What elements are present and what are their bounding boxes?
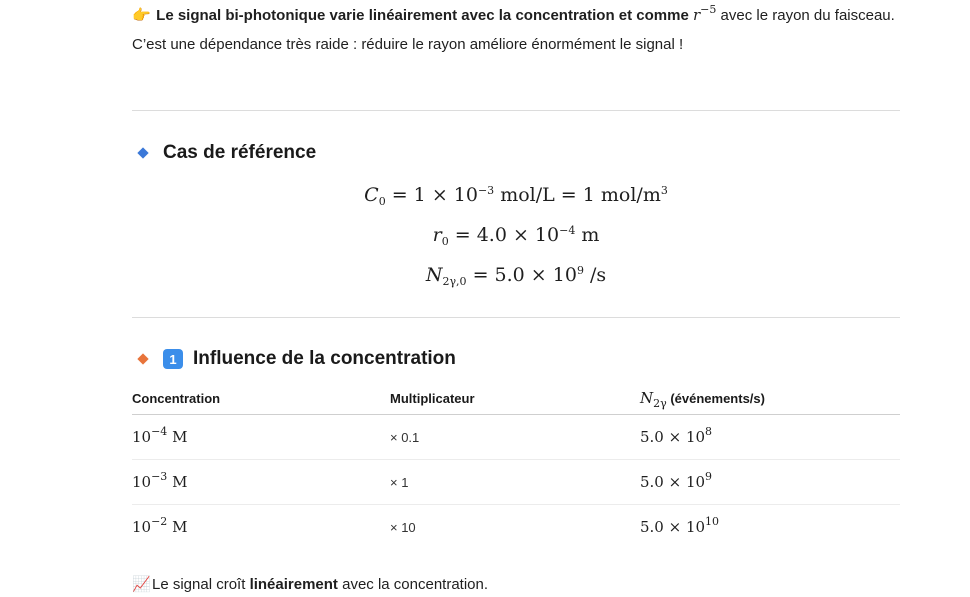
influence-title: Influence de la concentration: [193, 348, 456, 369]
footer-bold: linéairement: [249, 576, 338, 593]
conc-base: 10: [132, 428, 152, 446]
table-row: [132, 415, 900, 460]
cell-multiplier: × 0.1: [390, 415, 640, 460]
signal-exp: 8: [705, 425, 713, 438]
footer-note: [132, 575, 488, 593]
eq3-mid: = 5.0 × 10: [466, 264, 577, 286]
cell-concentration: [132, 415, 390, 460]
signal-exp: 10: [705, 515, 720, 528]
signal-mantissa: 5.0 × 10: [640, 518, 706, 536]
eq3-unit: /s: [583, 264, 607, 286]
header-n-symbol: [640, 389, 667, 410]
header-multiplier: Multiplicateur: [390, 382, 640, 415]
intro-paragraph: [132, 1, 900, 59]
cell-concentration: [132, 505, 390, 550]
signal-mantissa: 5.0 × 10: [640, 428, 706, 446]
table-row: [132, 505, 900, 550]
keycap-one-icon: 1: [163, 349, 183, 369]
conc-unit: M: [167, 428, 188, 446]
equation-radius: [132, 215, 900, 255]
power-base: r: [692, 6, 701, 24]
cell-signal: [640, 460, 900, 505]
divider: [132, 317, 900, 318]
cell-signal: [640, 415, 900, 460]
eq3-exp: 9: [576, 264, 584, 277]
cell-multiplier: × 10: [390, 519, 416, 535]
conc-base: 10: [132, 473, 152, 491]
eq1-lhs: C: [364, 184, 379, 206]
reference-heading: [139, 142, 316, 164]
n-sub: 2γ: [653, 397, 667, 410]
pointing-hand-icon: 👉: [132, 7, 151, 24]
equation-concentration: [132, 175, 900, 215]
eq2-exp: −4: [559, 224, 576, 237]
influence-heading: [139, 348, 456, 370]
table-row: [132, 460, 900, 505]
eq1-unit-exp: 3: [660, 184, 668, 197]
cell-signal: [640, 505, 900, 550]
conc-exp: −4: [151, 425, 168, 438]
concentration-table: [132, 382, 900, 549]
chart-increasing-icon: 📈: [132, 576, 151, 593]
reference-equations: [132, 175, 900, 295]
r-power-formula: [692, 3, 717, 24]
conc-unit: M: [167, 473, 188, 491]
eq3-lhs: N: [425, 264, 443, 286]
eq1-mid: = 1 × 10: [385, 184, 478, 206]
conc-base: 10: [132, 518, 152, 536]
power-exponent: −5: [700, 3, 717, 16]
eq2-unit: m: [575, 224, 600, 246]
footer-post: avec la concentration.: [337, 576, 489, 593]
conc-exp: −2: [151, 515, 168, 528]
intro-bold-text: Le signal bi-photonique varie linéairement avec la concentration et comme: [156, 7, 689, 24]
intro-line-2: C’est une dépendance très raide : réduire le rayon améliore énormément le signal !: [132, 36, 684, 53]
eq3-sub: 2γ,0: [442, 275, 467, 288]
conc-unit: M: [167, 518, 188, 536]
cell-concentration: [132, 460, 390, 505]
intro-rest-text: avec le rayon du faisceau.: [716, 7, 895, 24]
eq1-sub: 0: [378, 195, 386, 208]
blue-diamond-icon: [137, 147, 148, 158]
reference-title: Cas de référence: [163, 142, 317, 163]
conc-exp: −3: [151, 470, 168, 483]
equation-signal: [132, 255, 900, 295]
eq2-sub: 0: [441, 235, 449, 248]
header-signal: [640, 382, 900, 415]
n-label: (événements/s): [670, 391, 765, 406]
divider: [132, 110, 900, 111]
eq2-lhs: r: [432, 224, 442, 246]
intro-line-1: [132, 1, 900, 31]
orange-diamond-icon: [137, 353, 148, 364]
signal-exp: 9: [705, 470, 713, 483]
eq1-unit: mol/L = 1 mol/m: [494, 184, 661, 206]
n-symbol: N: [640, 389, 654, 407]
eq2-mid: = 4.0 × 10: [448, 224, 560, 246]
table-header-row: [132, 382, 900, 415]
header-concentration: Concentration: [132, 382, 390, 415]
footer-pre: Le signal croît: [152, 576, 250, 593]
signal-mantissa: 5.0 × 10: [640, 473, 706, 491]
cell-multiplier: × 1: [390, 460, 640, 505]
eq1-exp: −3: [477, 184, 495, 197]
